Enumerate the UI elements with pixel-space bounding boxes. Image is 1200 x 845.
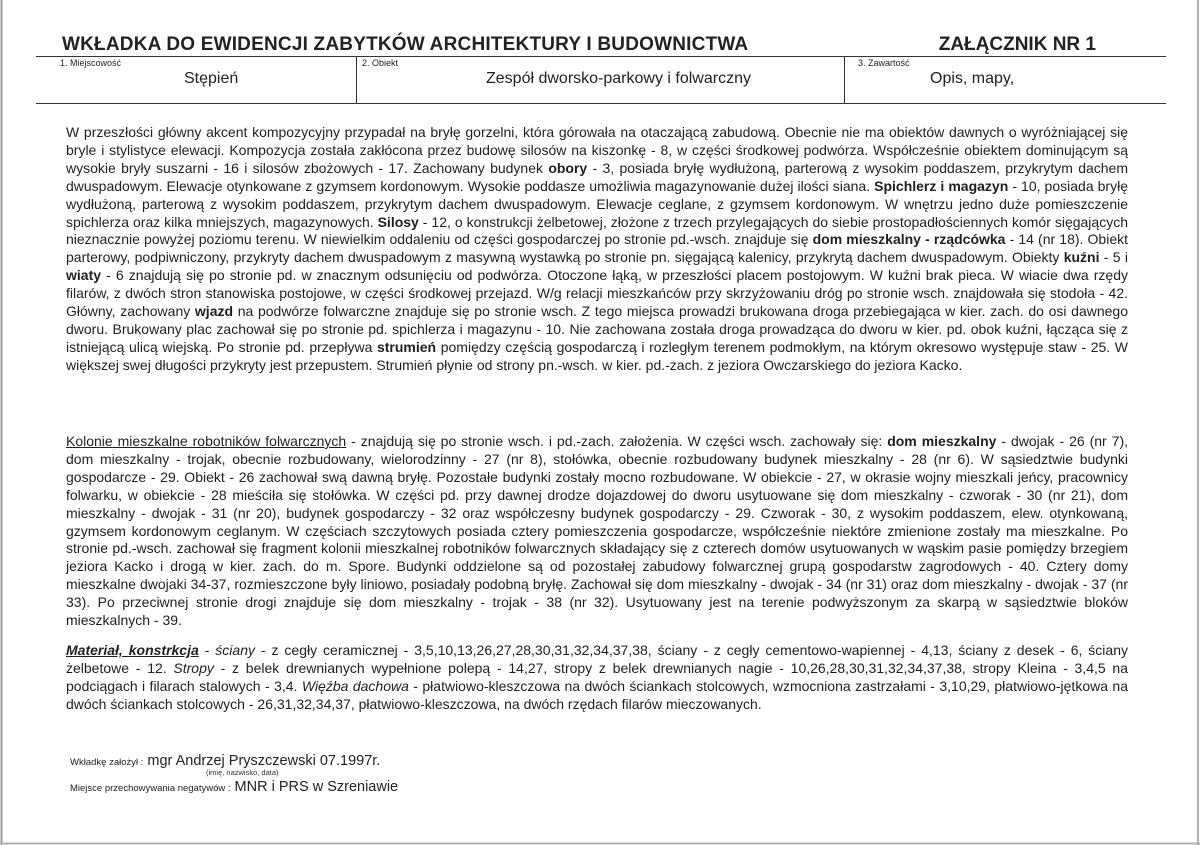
materials-block: [66, 642, 1128, 714]
cell-divider-1: [356, 56, 357, 104]
author-hint: (imię, nazwisko, data): [206, 768, 279, 777]
paragraph-materials: Materiał, konstrkcja - ściany - z cegły ceramicznej - 3,5,10,13,26,27,28,30,31,32,34,37,38, ściany - z cegły cementowo-wapiennej - 4,13, ściany z desek - 6, ściany żelbetowe - 12. Stropy - z belek drewnianych wypełnione polepą - 14,27, stropy z belek drewnianych nagie - 10,26,28,30,31,32,34,37,38, stropy Kleina - 3,4,5 na podciągach i filarach stalowych - 3,4. Więźba dachowa - płatwiowo-kleszczowa na dwóch ściankach stolcowych, wzmocniona zastrzałami - 3,10,29, płatwiowo-jętkowa na dwóch ściankach stolcowych - 26,31,32,34,37, płatwiowo-kleszczowa, na dwóch rzędach filarów mieczowanych.: [66, 642, 1128, 712]
paragraph-worker-colonies: Kolonie mieszkalne robotników folwarcznych - znajdują się po stronie wsch. i pd.-zach. założenia. W części wsch. zachowały się: dom mieszkalny - dwojak - 26 (nr 7), dom mieszkalny - trojak, obecnie rozbudowany, wielorodzinny - 27 (nr 8), stołówka, obecnie rozbudowany budynek mieszkalny - 28 (nr 6). W sąsiedztwie budynki gospodarcze - 29. Obiekt - 26 zachował swą dawną bryłę. Pozostałe budynki zostały mocno rozbudowane. W obiekcie - 27, w okrasie wojny mieszkali jeńcy, pracownicy folwarku, w obiekcie - 28 mieściła się stołówka. W części pd. przy dawnej drodze dojazdowej do dworu usytuowane się dom mieszkalny - czworak - 30 (nr 21), dom mieszkalny - dwojak - 31 (nr 20), budynek gospodarczy - 32 oraz współczesny budynek gospodarczy - 29. Czworak - 30, z wysokim poddaszem, elew. otynkowaną, gzymsem kordonowym ceglanym. W częściach szczytowych posiada cztery pomieszczenia gospodarcze, współcześnie niektóre zmienione zostały ma mieszkalne. Po stronie pd.-wsch. zachował się fragment kolonii mieszkalnej robotników folwarcznych składający się z czterech domów usytuowanych w wąskim pasie pomiędzy brzegiem jeziora Kacko i drogą w kier. zach. do m. Spore. Budynki oddzielone są od pozostałej zabudowy folwarcznej grupą gospodarstw zagrodowych - 40. Cztery domy mieszkalne dwojaki 34-37, rozmieszczone były liniowo, posiadały podobną bryłę. Zachował się dom mieszkalny - dwojak - 34 (nr 31) oraz dom mieszkalny - dwojak - 37 (nr 33). Po przeciwnej stronie drogi znajduje się dom mieszkalny - trojak - 38 (nr 32). Usytuowany jest na terenie podwyższonym za skarpą w sąsiedztwie bloków mieszkalnych - 39.: [66, 433, 1129, 629]
storage-value: MNR i PRS w Szreniawie: [230, 779, 399, 795]
paragraph-farm-buildings: W przeszłości główny akcent kompozycyjny przypadał na bryłę gorzelni, która górowała na otaczającą zabudową. Obecnie nie ma obiektów dawnych o wyróżniającej się bryle i stylistyce elewacji. Kompozycja została zakłócona przez budowę silosów na kiszonkę - 8, w części środkowej podwórza. Współcześnie obiektem dominującym są wysokie bryły suszarni - 16 i silosów zbożowych - 17. Zachowany budynek obory - 3, posiada bryłę wydłużoną, parterową z wysokim poddaszem, przykrytym dachem dwuspadowym. Elewacje otynkowane z gzymsem kordonowym. Wysokie poddasze umożliwia magazynowanie dużej ilości siana. Spichlerz i magazyn - 10, posiada bryłę wydłużoną, parterową z wysokim poddaszem, przykrytym dachem dwuspadowym. Elewacje ceglane, z gzymsem kordonowym. W wnętrzu jedno duże pomieszczenie spichlerza oraz kilka mniejszych, magazynowych. Silosy - 12, o konstrukcji żelbetowej, złożone z trzech przylegających do siebie prostopadłościennych komór sięgających nieznacznie powyżej poziomu terenu. W niewielkim oddaleniu od części gospodarczej po stronie pd.-wsch. znajduje się dom mieszkalny - rządcówka - 14 (nr 18). Obiekt parterowy, podpiwniczony, przykryty dachem dwuspadowym z masywną wystawką po stronie pn. sięgającą kalenicy, przykrytą dachem dwuspadowym. Obiekty kuźni - 5 i wiaty - 6 znajdują się po stronie pd. w znacznym odsunięciu od podwórza. Otoczone łąką, w przeszłości placem postojowym. W kuźni brak pieca. W wiacie dwa rzędy filarów, z dwóch stron stanowiska postojowe, w części środkowej przejazd. W/g relacji mieszkańców przy skrzyżowaniu dróg po stronie wsch. znajdowała się stodoła - 42. Główny, zachowany wjazd na podwórze folwarczne znajduje się po stronie wsch. Z tego miejsca prowadzi brukowana droga przebiegająca w kier. zach. do osi dawnego dworu. Brukowany plac zachował się po stronie pd. spichlerza i magazynu - 10. Nie zachowana została droga prowadząca do dworu w kier. pd. obok kuźni, łącząca się z istniejącą ulicą wiejską. Po stronie pd. przepływa strumień pomiędzy częścią gospodarczą i rozległym terenem podmokłym, na którym okresowo występuje staw - 25. W większej swej długości przykryty jest przepustem. Strumień płynie od strony pn.-wsch. w kier. pd.-zach. z jeziora Owczarskiego do jeziora Kacko.: [66, 124, 1128, 373]
storage-row: [70, 778, 398, 796]
cell-divider-2: [844, 56, 845, 104]
author-value: mgr Andrzej Pryszczewski 07.1997r.: [143, 753, 381, 769]
annex-number: ZAŁĄCZNIK NR 1: [938, 34, 1096, 55]
storage-label: Miejsce przechowywania negatywów :: [70, 783, 231, 794]
place-value: Stępień: [184, 70, 239, 87]
card-title: WKŁADKA DO EWIDENCJI ZABYTKÓW ARCHITEKTURY I BUDOWNICTWA: [62, 34, 749, 55]
colonies-block: [66, 433, 1128, 630]
header-top-rule: [36, 56, 1166, 57]
content-value: Opis, mapy,: [930, 70, 1015, 87]
object-value: Zespół dworsko-parkowy i folwarczny: [486, 70, 751, 87]
author-label: Wkładkę założył :: [70, 757, 144, 768]
description-block: [66, 124, 1128, 375]
place-label: 1. Miejscowość: [60, 58, 122, 68]
object-label: 2. Obiekt: [362, 58, 399, 68]
header-bottom-rule: [36, 103, 1166, 104]
content-label: 3. Zawartość: [858, 58, 910, 68]
